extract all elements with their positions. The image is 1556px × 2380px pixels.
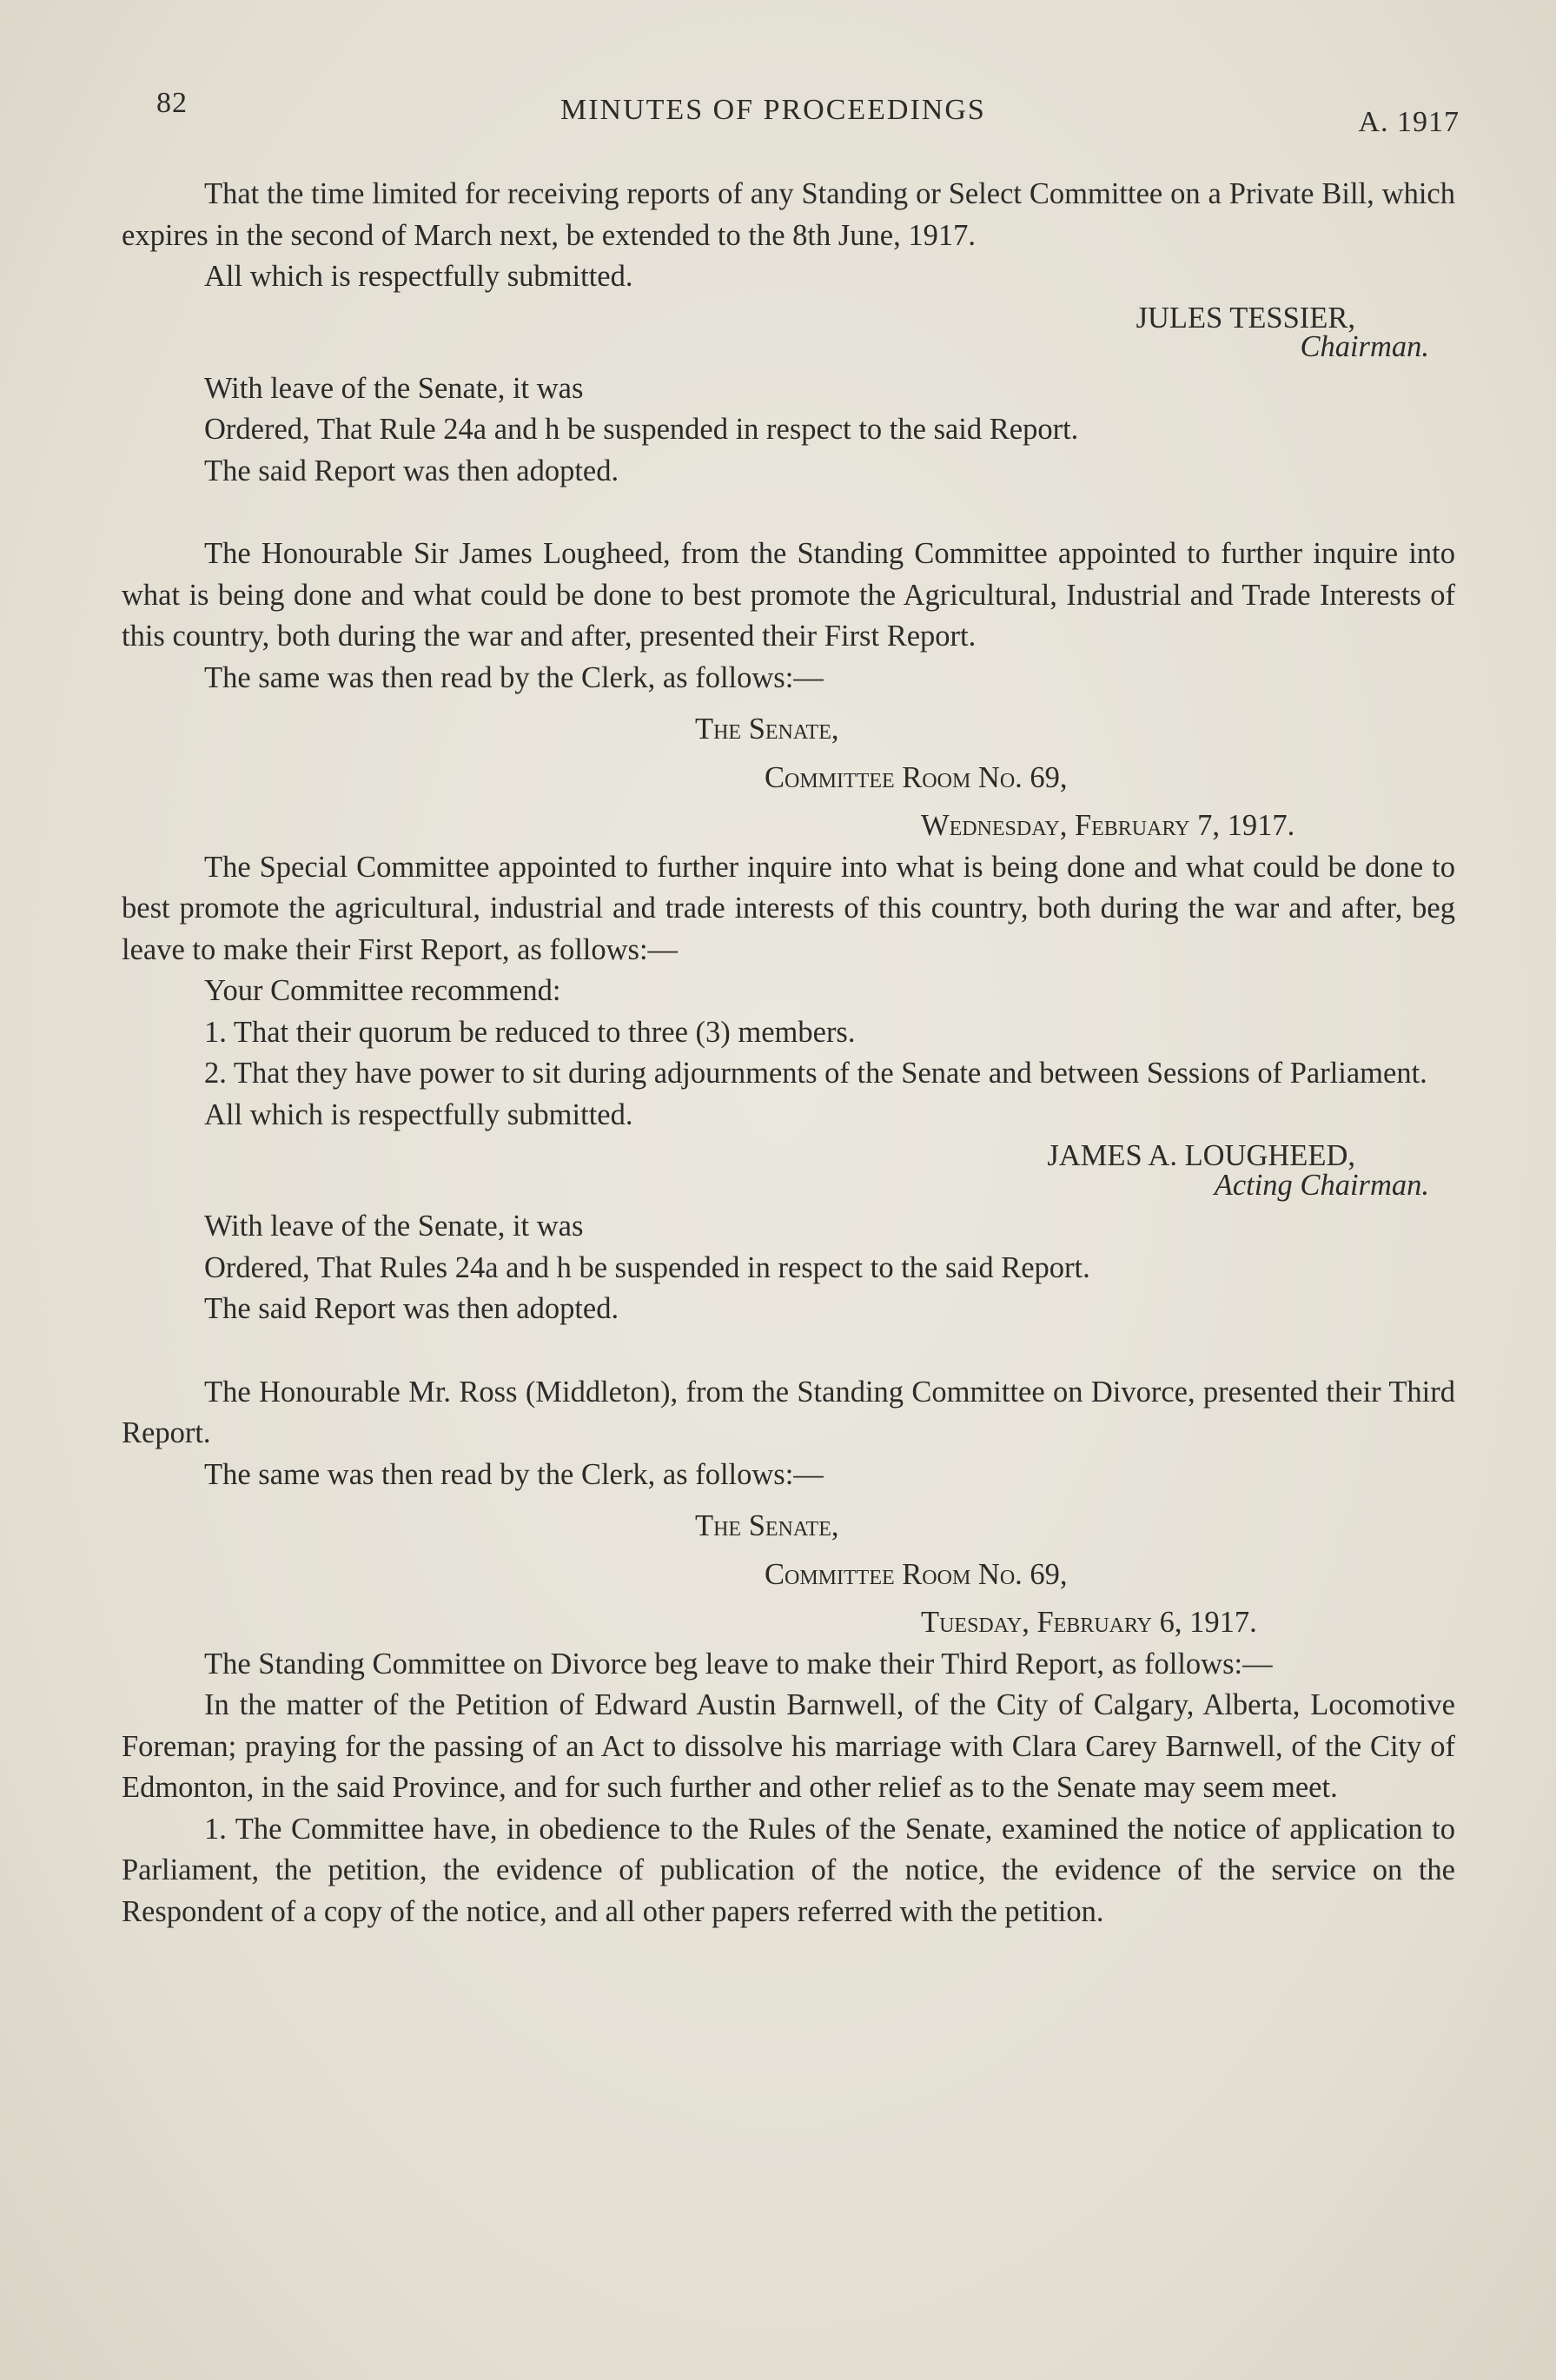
report-heading-senate: The Senate, — [695, 1509, 839, 1542]
report-heading-senate: The Senate, — [695, 713, 839, 746]
paragraph: That the time limited for receiving reports of any Standing or Select Committee on a Private Bill, which expires in the second of March next, be extended to the 8th June, 1917. — [122, 177, 1455, 252]
paragraph: The same was then read by the Clerk, as follows:— — [204, 660, 824, 694]
paragraph: 2. That they have power to sit during adjournments of the Senate and between Sessions of Parliament. — [204, 1057, 1427, 1090]
paragraph: Ordered, That Rule 24a and h be suspended in respect to the said Report. — [204, 413, 1079, 446]
page-header — [156, 87, 1460, 139]
paragraph: The Standing Committee on Divorce beg leave to make their Third Report, as follows:— — [204, 1647, 1273, 1681]
running-title: MINUTES OF PROCEEDINGS — [560, 94, 986, 126]
paragraph: In the matter of the Petition of Edward Austin Barnwell, of the City of Calgary, Alberta, Locomotive Foreman; praying for the passing of an Act to dissolve his marriage with Clara Carey Barnwell, of the City of Edmonton, in the said Province, and for such further and other relief as to the Senate may seem meet. — [122, 1688, 1455, 1804]
paragraph: 1. That their quorum be reduced to three (3) members. — [204, 1015, 856, 1049]
report-heading-room: Committee Room No. 69, — [765, 760, 1068, 794]
report-heading-room: Committee Room No. 69, — [765, 1557, 1068, 1591]
signature-name: JULES TESSIER, — [1136, 301, 1355, 335]
report-heading-date: Tuesday, February 6, 1917. — [921, 1606, 1257, 1639]
paragraph: With leave of the Senate, it was — [204, 1210, 584, 1243]
signature-name: JAMES A. LOUGHEED, — [1047, 1139, 1355, 1172]
report-heading-date: Wednesday, February 7, 1917. — [921, 809, 1295, 842]
paragraph: The Special Committee appointed to further inquire into what is being done and what could be done to best promote the agricultural, industrial and trade interests of this country, both during the war and after, beg leave to make their First Report, as follows:— — [122, 850, 1455, 966]
paragraph: 1. The Committee have, in obedience to the Rules of the Senate, examined the notice of application to Parliament, the petition, the evidence of publication of the notice, the evidence of the service on the Respondent of a copy of the notice, and all other papers referred with the petition. — [122, 1812, 1455, 1928]
signature-role: Acting Chairman. — [1214, 1168, 1429, 1202]
paragraph: The said Report was then adopted. — [204, 454, 619, 487]
body-text — [122, 174, 1455, 1933]
paragraph: The Honourable Sir James Lougheed, from the Standing Committee appointed to further inquire into what is being done and what could be done to best promote the Agricultural, Industrial and Trade Interests of this country, both during the war and after, presented their First Report. — [122, 537, 1455, 653]
page-number: 82 — [156, 87, 188, 119]
paragraph: With leave of the Senate, it was — [204, 371, 584, 405]
paragraph: All which is respectfully submitted. — [204, 260, 633, 293]
paragraph: Ordered, That Rules 24a and h be suspended in respect to the said Report. — [204, 1250, 1090, 1284]
signature-role: Chairman. — [1300, 330, 1429, 363]
year-label: A. 1917 — [1358, 106, 1460, 138]
paragraph: Your Committee recommend: — [204, 974, 561, 1007]
paragraph: All which is respectfully submitted. — [204, 1097, 633, 1131]
paragraph: The same was then read by the Clerk, as follows:— — [204, 1457, 824, 1491]
paragraph: The said Report was then adopted. — [204, 1292, 619, 1325]
paragraph: The Honourable Mr. Ross (Middleton), from the Standing Committee on Divorce, presented their Third Report. — [122, 1375, 1455, 1449]
